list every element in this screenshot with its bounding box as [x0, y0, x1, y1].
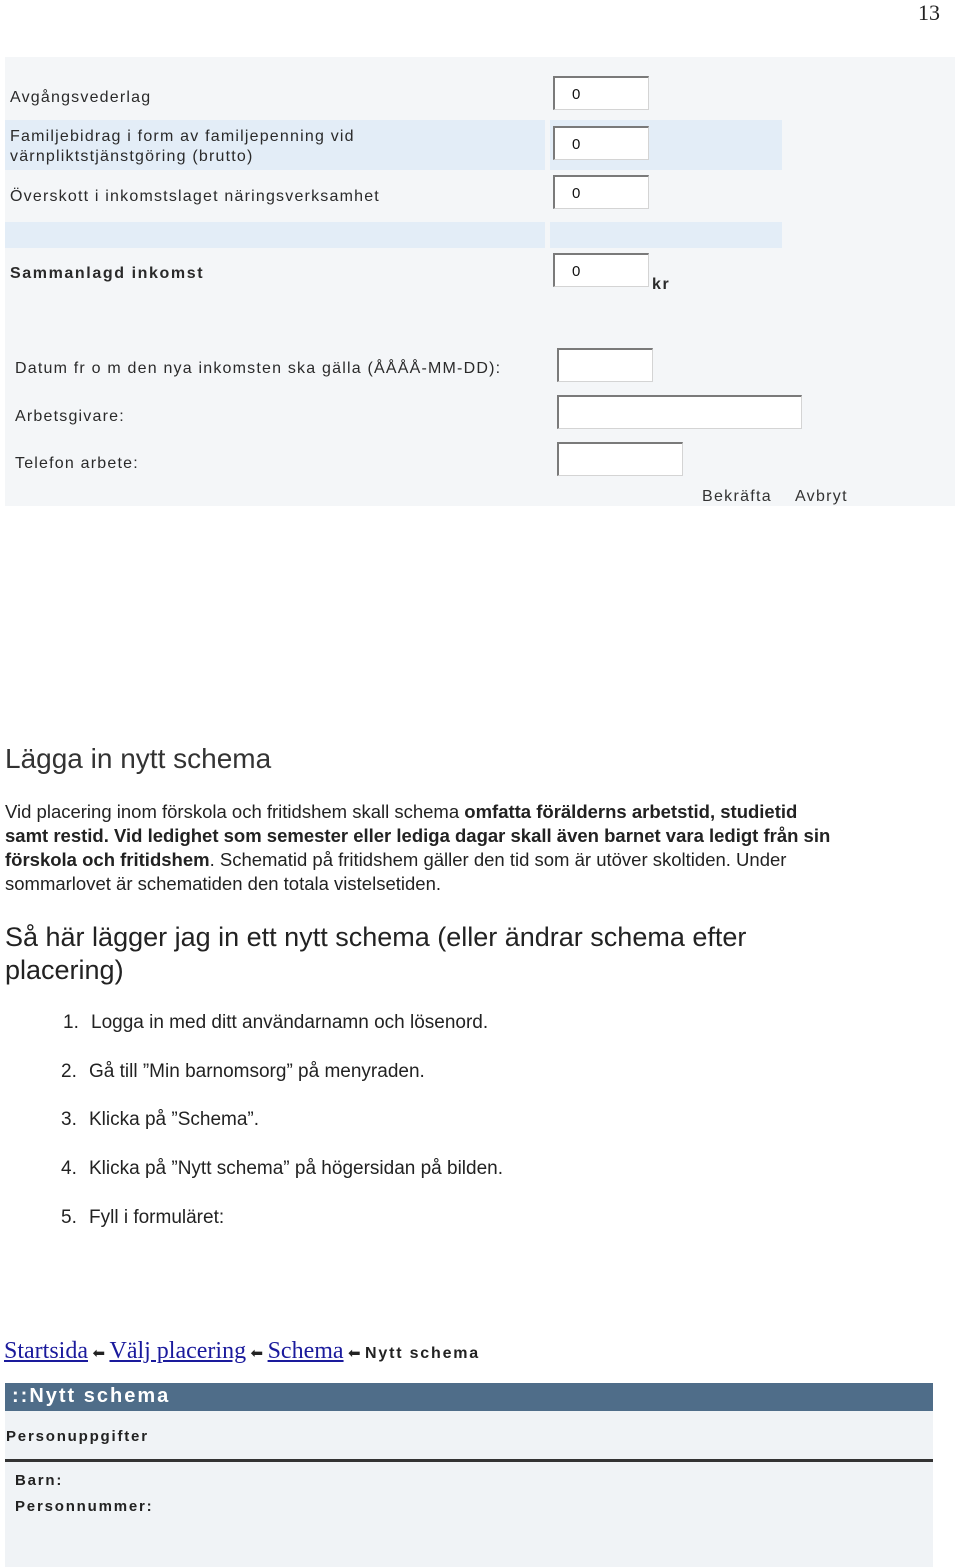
family-allowance-label-line1: Familjebidrag i form av familjepenning vid [10, 128, 355, 145]
paragraph-line [5, 824, 940, 848]
family-allowance-input[interactable]: 0 [553, 126, 649, 160]
paragraph-emphasis: förskola och fritidshem [5, 849, 210, 870]
severance-input[interactable]: 0 [553, 76, 649, 110]
work-phone-label: Telefon arbete: [15, 455, 139, 472]
step-item [61, 1061, 425, 1083]
total-income-field: 0 [553, 253, 649, 287]
section-heading: Lägga in nytt schema [5, 743, 272, 774]
panel-title-bar [5, 1383, 933, 1411]
employer-input[interactable] [557, 395, 802, 429]
business-surplus-label: Överskott i inkomstslaget näringsverksamhet [10, 188, 380, 205]
total-income-label: Sammanlagd inkomst [10, 265, 205, 282]
family-allowance-label-line2: värnpliktstjänstgöring (brutto) [10, 148, 254, 165]
breadcrumb [4, 1338, 480, 1365]
step-text: Klicka på ”Nytt schema” på högersidan på bilden. [89, 1158, 504, 1179]
personal-info-heading: Personuppgifter [6, 1428, 149, 1445]
howto-heading-line: Så här lägger jag in ett nytt schema (eller ändrar schema efter [5, 922, 747, 952]
page-number: 13 [918, 0, 940, 25]
paragraph-text: . Schematid på fritidshem gäller den tid som är utöver skoltiden. Under [209, 849, 787, 870]
paragraph-text: sommarlovet är schematiden den totala vistelsetiden. [5, 873, 441, 894]
step-text: Fyll i formuläret: [89, 1207, 225, 1228]
step-item [61, 1207, 224, 1229]
personal-info-section [5, 1459, 933, 1567]
howto-heading [5, 921, 905, 987]
arrow-left-icon: ⬅ [250, 1345, 264, 1362]
severance-label: Avgångsvederlag [10, 89, 152, 106]
child-label: Barn: [15, 1472, 64, 1489]
paragraph-text: Vid placering inom förskola och fritidshem skall schema [5, 801, 465, 822]
paragraph-emphasis: samt restid. Vid ledighet som semester eller lediga dagar skall även barnet vara ledigt från sin [5, 825, 831, 846]
step-number: 4. [61, 1158, 77, 1179]
effective-date-input[interactable] [557, 348, 653, 382]
step-number: 1. [63, 1012, 79, 1033]
instructions-paragraph [5, 800, 940, 896]
business-surplus-input[interactable]: 0 [553, 175, 649, 209]
paragraph-line [5, 848, 940, 872]
personal-info-header [5, 1411, 933, 1459]
step-text: Gå till ”Min barnomsorg” på menyraden. [89, 1061, 425, 1082]
step-item [63, 1012, 488, 1034]
work-phone-input[interactable] [557, 442, 683, 476]
row-highlight [550, 222, 782, 248]
ssn-label: Personnummer: [15, 1498, 154, 1515]
panel-title: ::Nytt schema [12, 1385, 171, 1407]
step-item [61, 1109, 259, 1131]
step-item [61, 1158, 503, 1180]
employer-label: Arbetsgivare: [15, 408, 125, 425]
step-number: 5. [61, 1207, 77, 1228]
step-number: 2. [61, 1061, 77, 1082]
howto-heading-line: placering) [5, 955, 124, 985]
step-text: Klicka på ”Schema”. [89, 1109, 260, 1130]
arrow-left-icon: ⬅ [92, 1345, 106, 1362]
confirm-button[interactable]: Bekräfta [702, 488, 772, 505]
paragraph-emphasis: omfatta förälderns arbetstid, studietid [464, 801, 798, 822]
cancel-button[interactable]: Avbryt [795, 488, 848, 505]
paragraph-line [5, 800, 940, 824]
breadcrumb-current: Nytt schema [365, 1345, 480, 1362]
total-income-unit: kr [652, 276, 671, 293]
breadcrumb-home-link[interactable]: Startsida [4, 1338, 88, 1364]
step-text: Logga in med ditt användarnamn och lösenord. [91, 1012, 489, 1033]
breadcrumb-placement-link[interactable]: Välj placering [109, 1338, 247, 1364]
effective-date-label: Datum fr o m den nya inkomsten ska gälla (ÅÅÅÅ-MM-DD): [15, 360, 502, 377]
row-highlight [5, 222, 545, 248]
step-number: 3. [61, 1109, 77, 1130]
paragraph-line [5, 872, 940, 896]
breadcrumb-schedule-link[interactable]: Schema [267, 1338, 344, 1364]
arrow-left-icon: ⬅ [348, 1345, 361, 1362]
